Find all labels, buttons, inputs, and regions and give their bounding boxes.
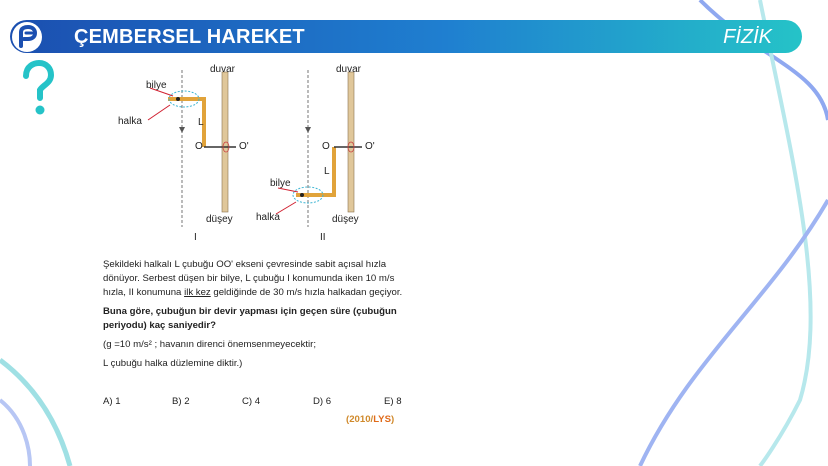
axis-o2-label-i: O' [239, 141, 249, 152]
physics-figure [98, 62, 428, 247]
choice-b[interactable]: B) 2 [172, 396, 190, 407]
choice-e[interactable]: E) 8 [384, 396, 402, 407]
logo-icon [12, 22, 42, 52]
emphasis-ilk-kez: ilk kez [184, 287, 211, 298]
rod-label-i: L [198, 117, 204, 128]
roman-label-i: I [194, 232, 197, 243]
ball-label-i: bilye [146, 80, 167, 91]
page-title: ÇEMBERSEL HAREKET [74, 26, 305, 48]
choice-c[interactable]: C) 4 [242, 396, 261, 407]
source-exam: LYS [373, 414, 391, 425]
vertical-label-i: düşey [206, 214, 233, 225]
question-note-1: (g =10 m/s² ; havanın direnci önemsenmeyecektir; [103, 339, 317, 350]
choice-a[interactable]: A) 1 [103, 396, 121, 407]
axis-o-label-ii: O [322, 141, 330, 152]
vertical-label-ii: düşey [332, 214, 359, 225]
ring-label-ii: halka [256, 212, 280, 223]
roman-label-ii: II [320, 232, 326, 243]
choice-d[interactable]: D) 6 [313, 396, 332, 407]
wall-label-i: duvar [210, 64, 236, 75]
source-label: (2010/LYS) [346, 414, 395, 425]
wall-label-ii: duvar [336, 64, 362, 75]
ring-label-i: halka [118, 116, 142, 127]
question-note-2: L çubuğu halka düzlemine diktir.) [103, 358, 243, 369]
subject-label: FİZİK [723, 26, 772, 48]
axis-o2-label-ii: O' [365, 141, 375, 152]
question-mark-icon [20, 60, 56, 120]
axis-o-label-i: O [195, 141, 203, 152]
question-text [103, 258, 408, 376]
rod-label-ii: L [324, 166, 330, 177]
question-prompt: Buna göre, çubuğun bir devir yapması için geçen süre (çubuğun periyodu) kaç saniyedir? [103, 306, 397, 331]
ball-label-ii: bilye [270, 178, 291, 189]
question-paragraph-1: Şekildeki halkalı L çubuğu OO' ekseni çevresinde sabit açısal hızla dönüyor. Serbest düşen bir bilye, L çubuğu I konumunda iken 10 m/s hızla, II konumuna ilk kez geldiğinde de 30 m/s hızla halkadan geçiyor. [103, 259, 403, 298]
